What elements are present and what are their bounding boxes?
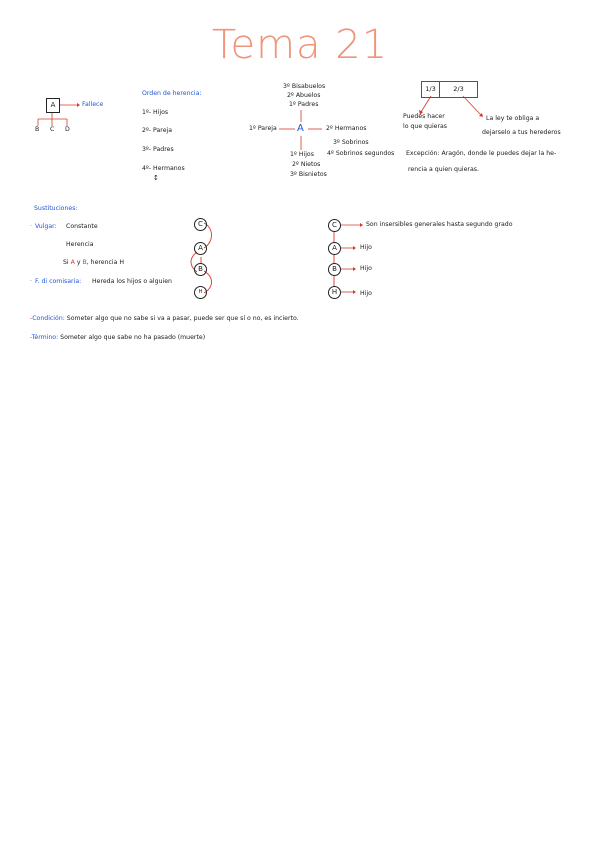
chain2-node: A (328, 242, 341, 255)
chain1-node: A (194, 242, 207, 255)
herencia-order-item: 4º- Hermanos (142, 165, 185, 172)
tree-root-node: A (46, 98, 60, 113)
updown-arrow-icon: ↕ (153, 174, 159, 182)
family-below-item: 3º Bisnietos (290, 171, 327, 178)
definition-text: Someter algo que sabe no ha pasado (muerte) (60, 334, 206, 341)
herencia-order-item: 2º- Pareja (142, 127, 173, 134)
herencia-order-item: 1º- Hijos (142, 109, 169, 116)
chain2-note: Hijo (360, 290, 372, 297)
definition-row (30, 335, 205, 341)
fraction-note-left: lo que quieras (403, 123, 448, 130)
chain2-note: Son insersibles generales hasta segundo grado (366, 221, 513, 228)
si-prefix: Si (63, 259, 69, 266)
herencia-order-heading: Orden de herencia: (142, 90, 202, 97)
definition-text: Someter algo que no sabe si va a pasar, puede ser que sí o no, es incierto. (66, 315, 299, 322)
chain1-node: B (194, 263, 207, 276)
definition-row (30, 316, 299, 322)
exception-note: Excepción: Aragón, donde le puedes dejar la he- (406, 150, 557, 157)
bullet-dot: · (30, 223, 32, 230)
chain1-node: C (194, 218, 207, 231)
si-suffix: , herencia H (86, 259, 125, 266)
herencia-order-item: 3º- Padres (142, 146, 174, 153)
family-right-item: 4º Sobrinos segundos (327, 150, 395, 157)
fraction-note-left: Puedes hacer (403, 113, 445, 120)
family-below-item: 2º Nietos (292, 161, 321, 168)
definition-term: Término: (31, 334, 59, 341)
fideicomisaria-label: F. di comisaria: (35, 278, 82, 285)
page-title: Tema 21 (211, 22, 389, 68)
family-right-item: 3º Sobrinos (333, 139, 369, 146)
si-b: B (82, 259, 87, 266)
fraction-note-right: dejarselo a tus herederos (482, 129, 561, 136)
fraction-left-cell: 1/3 (422, 82, 440, 97)
herencia-text: Herencia (66, 241, 94, 248)
bullet-dot: · (30, 278, 32, 285)
fraction-box (421, 81, 478, 98)
tree-child-b: B (35, 126, 40, 133)
fraction-right-cell: 2/3 (453, 85, 464, 93)
chain2-node: B (328, 263, 341, 276)
chain2-node: C (328, 219, 341, 232)
chain2-note: Hijo (360, 265, 372, 272)
exception-note: rencia a quien quieras. (408, 166, 479, 173)
dies-label: Fallece (82, 101, 104, 108)
fideicomisaria-text: Hereda los hijos o alguien (92, 278, 172, 285)
bullet-dash: - (30, 334, 32, 341)
chain2-note: Hijo (360, 244, 372, 251)
si-y: y (76, 259, 81, 266)
chain2-node: H (328, 286, 341, 299)
family-above-item: 2º Abuelos (287, 92, 321, 99)
family-above-item: 3º Bisabuelos (283, 83, 326, 90)
family-right-item: 2º Hermanos (326, 125, 367, 132)
family-above-item: 1º Padres (289, 101, 319, 108)
substitutions-heading: Sustituciones: (34, 205, 78, 212)
si-a: A (70, 259, 75, 266)
bullet-dash: - (30, 315, 33, 322)
chain1-node: H (194, 286, 207, 299)
family-center-node: A (297, 123, 304, 134)
definition-term: Condición: (32, 315, 65, 322)
tree-child-d: D (65, 126, 70, 133)
vulgar-label: Vulgar: (35, 223, 57, 230)
family-below-item: 1º Hijos (290, 151, 314, 158)
si-line (63, 260, 124, 266)
fraction-note-right: La ley te obliga a (486, 115, 540, 122)
tree-child-c: C (50, 126, 55, 133)
family-left-item: 1º Pareja (249, 125, 277, 132)
vulgar-text: Constante (66, 223, 98, 230)
